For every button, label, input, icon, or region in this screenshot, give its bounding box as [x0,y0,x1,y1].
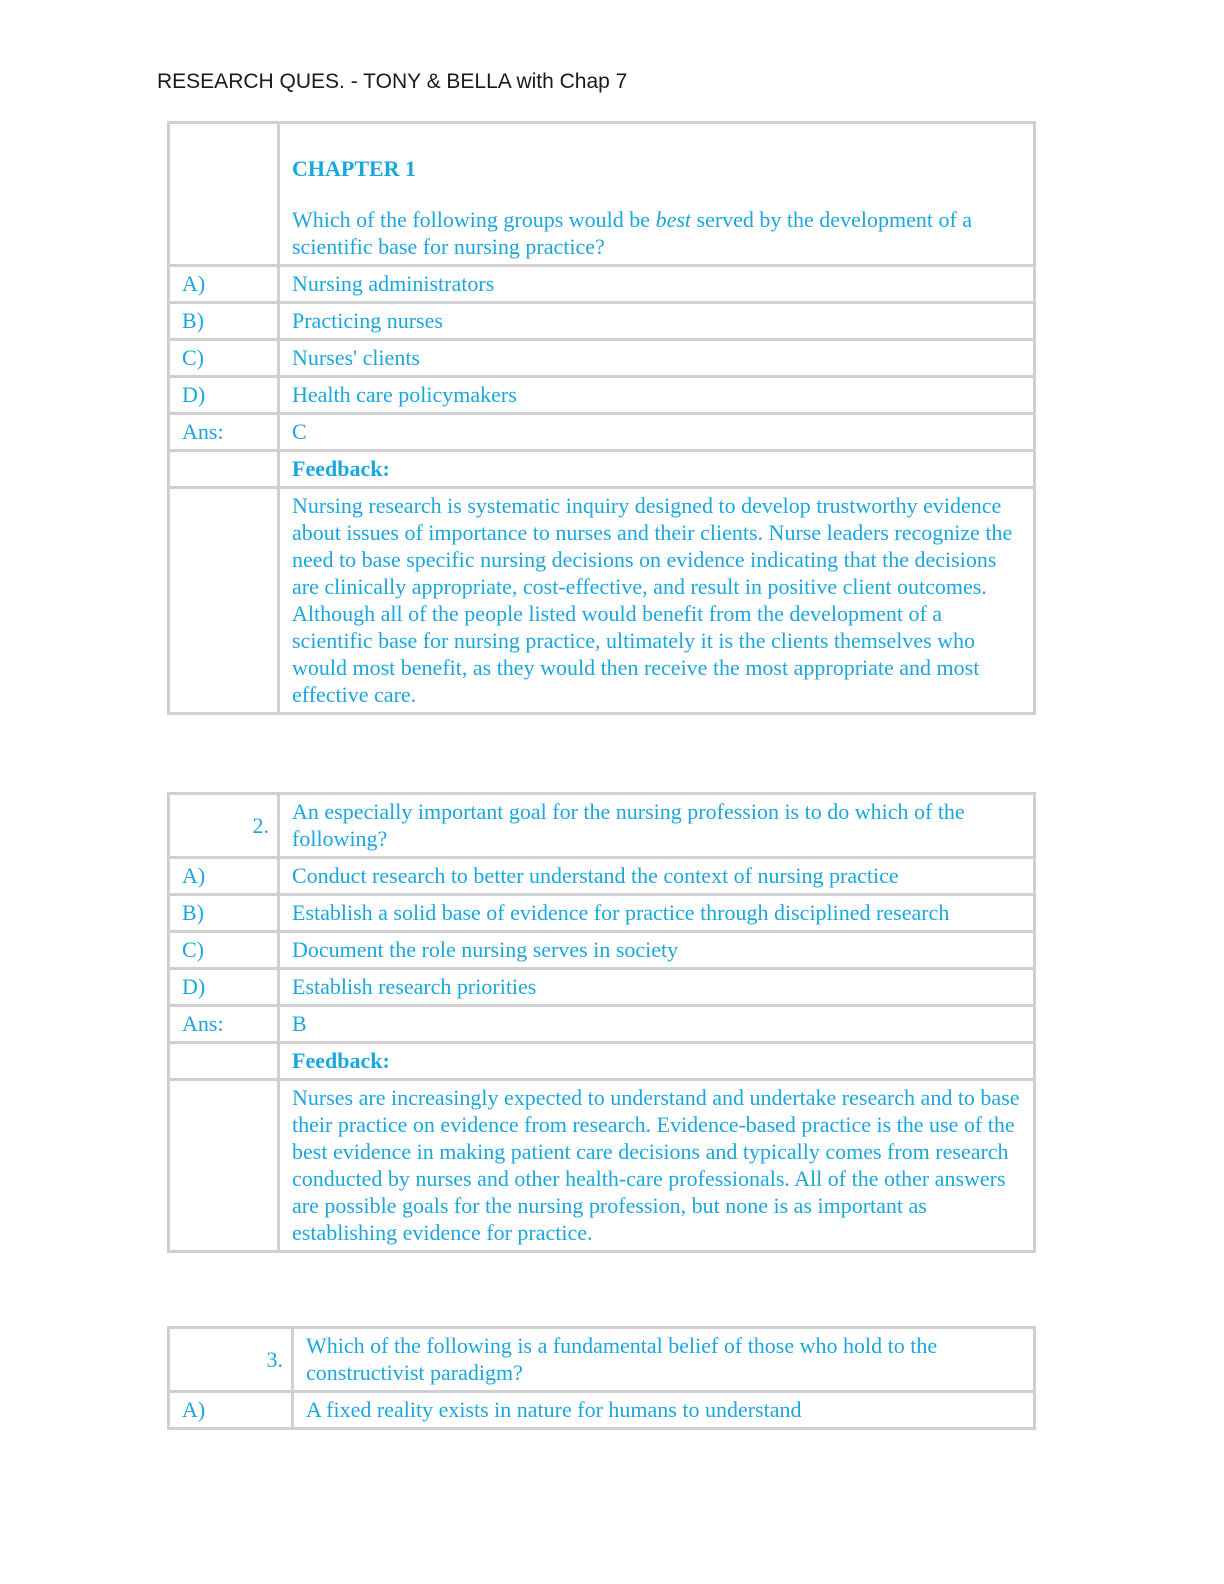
option-letter: A) [169,266,279,303]
option-text: Document the role nursing serves in society [279,932,1035,969]
document-header: RESEARCH QUES. - TONY & BELLA with Chap 7 [157,70,628,93]
feedback-text: Nursing research is systematic inquiry designed to develop trustworthy evidence about issues of importance to nurses and their clients. Nurse leaders recognize the need to base specific nursing decisions on evidence indicating that the decisions are clinically appropriate, cost-effective, and result in positive client outcomes. Although all of the people listed would benefit from the development of a scientific base for nursing practice, ultimately it is the clients themselves who would most benefit, as they would then receive the most appropriate and most effective care. [279,488,1035,714]
answer-label: Ans: [169,1006,279,1043]
empty-cell [169,1043,279,1080]
feedback-label: Feedback: [279,1043,1035,1080]
answer-label: Ans: [169,414,279,451]
answer-row [169,1006,1035,1043]
question-text: An especially important goal for the nursing profession is to do which of the following? [279,794,1035,858]
option-text: Health care policymakers [279,377,1035,414]
option-text: Establish research priorities [279,969,1035,1006]
option-text: Nursing administrators [279,266,1035,303]
option-row-b [169,303,1035,340]
option-letter: B) [169,895,279,932]
option-letter: A) [169,1392,293,1429]
option-text: Establish a solid base of evidence for practice through disciplined research [279,895,1035,932]
feedback-row [169,488,1035,714]
option-row-d [169,969,1035,1006]
question-number: 2. [169,794,279,858]
question-number-cell [169,123,279,266]
option-text: Practicing nurses [279,303,1035,340]
option-row-d [169,377,1035,414]
answer-row [169,414,1035,451]
answer-value: C [279,414,1035,451]
answer-value: B [279,1006,1035,1043]
question-row [169,794,1035,858]
option-letter: D) [169,969,279,1006]
option-letter: D) [169,377,279,414]
empty-cell [169,1080,279,1252]
feedback-row [169,1080,1035,1252]
feedback-label-row [169,1043,1035,1080]
question-text: Which of the following is a fundamental belief of those who hold to the constructivist paradigm? [293,1328,1035,1392]
option-letter: A) [169,858,279,895]
question-cell [279,123,1035,266]
option-text: Conduct research to better understand the context of nursing practice [279,858,1035,895]
question-1-table [167,121,1036,715]
option-text: A fixed reality exists in nature for humans to understand [293,1392,1035,1429]
option-row-b [169,895,1035,932]
option-letter: C) [169,340,279,377]
option-row-c [169,340,1035,377]
feedback-label-row [169,451,1035,488]
option-row-c [169,932,1035,969]
option-text: Nurses' clients [279,340,1035,377]
option-row-a [169,266,1035,303]
feedback-label: Feedback: [279,451,1035,488]
question-3-table [167,1326,1036,1430]
question-number: 3. [169,1328,293,1392]
feedback-text: Nurses are increasingly expected to understand and undertake research and to base their practice on evidence from research. Evidence-based practice is the use of the best evidence in making patient care decisions and typically comes from research conducted by nurses and other health-care professionals. All of the other answers are possible goals for the nursing profession, but none is as important as establishing evidence for practice. [279,1080,1035,1252]
question-text-emphasis: best [655,207,692,232]
option-row-a [169,1392,1035,1429]
question-row [169,123,1035,266]
question-row [169,1328,1035,1392]
option-letter: B) [169,303,279,340]
empty-cell [169,451,279,488]
chapter-heading: CHAPTER 1 [292,156,417,181]
question-text-post: served by the development of a scientific base for nursing practice? [292,207,973,259]
empty-cell [169,488,279,714]
question-2-table [167,792,1036,1253]
option-row-a [169,858,1035,895]
question-text-pre: Which of the following groups would be [292,207,656,232]
option-letter: C) [169,932,279,969]
